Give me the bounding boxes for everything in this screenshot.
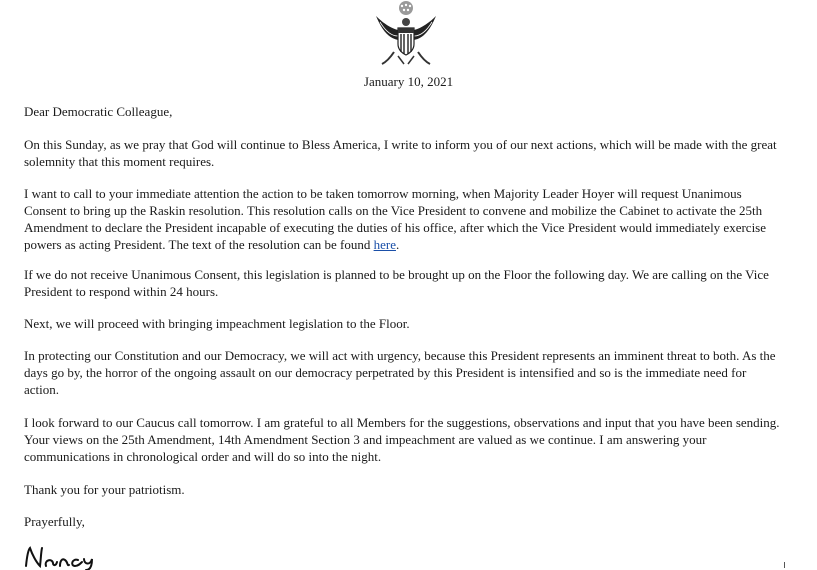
paragraph-4: Next, we will proceed with bringing impeachment legislation to the Floor. — [24, 316, 410, 331]
paragraph-1: On this Sunday, as we pray that God will continue to Bless America, I write to inform you of our next actions, which will be made with the great solemnity that this moment requires. — [24, 137, 777, 169]
paragraph-6: I look forward to our Caucus call tomorrow. I am grateful to all Members for the suggestions, observations and input that you have been sending. Your views on the 25th Amendment, 14th Amendment Section 3 and impeachment are valued as we continue. I am answering your communications in chronological order and will do so into the night. — [24, 415, 780, 464]
scan-edge-mark — [784, 562, 785, 568]
paragraph-2-end: . — [395, 237, 400, 252]
letter-date: January 10, 2021 — [363, 74, 454, 89]
eagle-seal-icon — [368, 0, 444, 70]
paragraph-3: If we do not receive Unanimous Consent, this legislation is planned to be brought up on the Floor the following day. We are calling on the Vice President to respond within 24 hours. — [24, 267, 769, 299]
salutation: Dear Democratic Colleague, — [24, 104, 173, 119]
paragraph-2-text: I want to call to your immediate attention the action to be taken tomorrow morning, when Majority Leader Hoyer will request Unanimous Consent to bring up the Raskin resolution. This resolution calls on the Vice President to convene and mobilize the Cabinet to activate the 25th Amendment to declare the President incapable of executing the duties of his office, after which the Vice President would immediately exercise powers as acting President. The text of the resolution can be found — [24, 186, 767, 252]
paragraph-2 — [24, 185, 784, 253]
signature — [22, 544, 162, 570]
closing: Prayerfully, — [24, 514, 85, 529]
resolution-link[interactable]: here — [373, 237, 396, 252]
paragraph-7: Thank you for your patriotism. — [24, 482, 185, 497]
paragraph-5: In protecting our Constitution and our Democracy, we will act with urgency, because this President represents an imminent threat to both. As the days go by, the horror of the ongoing assault on our democracy perpetrated by this President is intensified and so is the immediate need for action. — [24, 348, 776, 397]
